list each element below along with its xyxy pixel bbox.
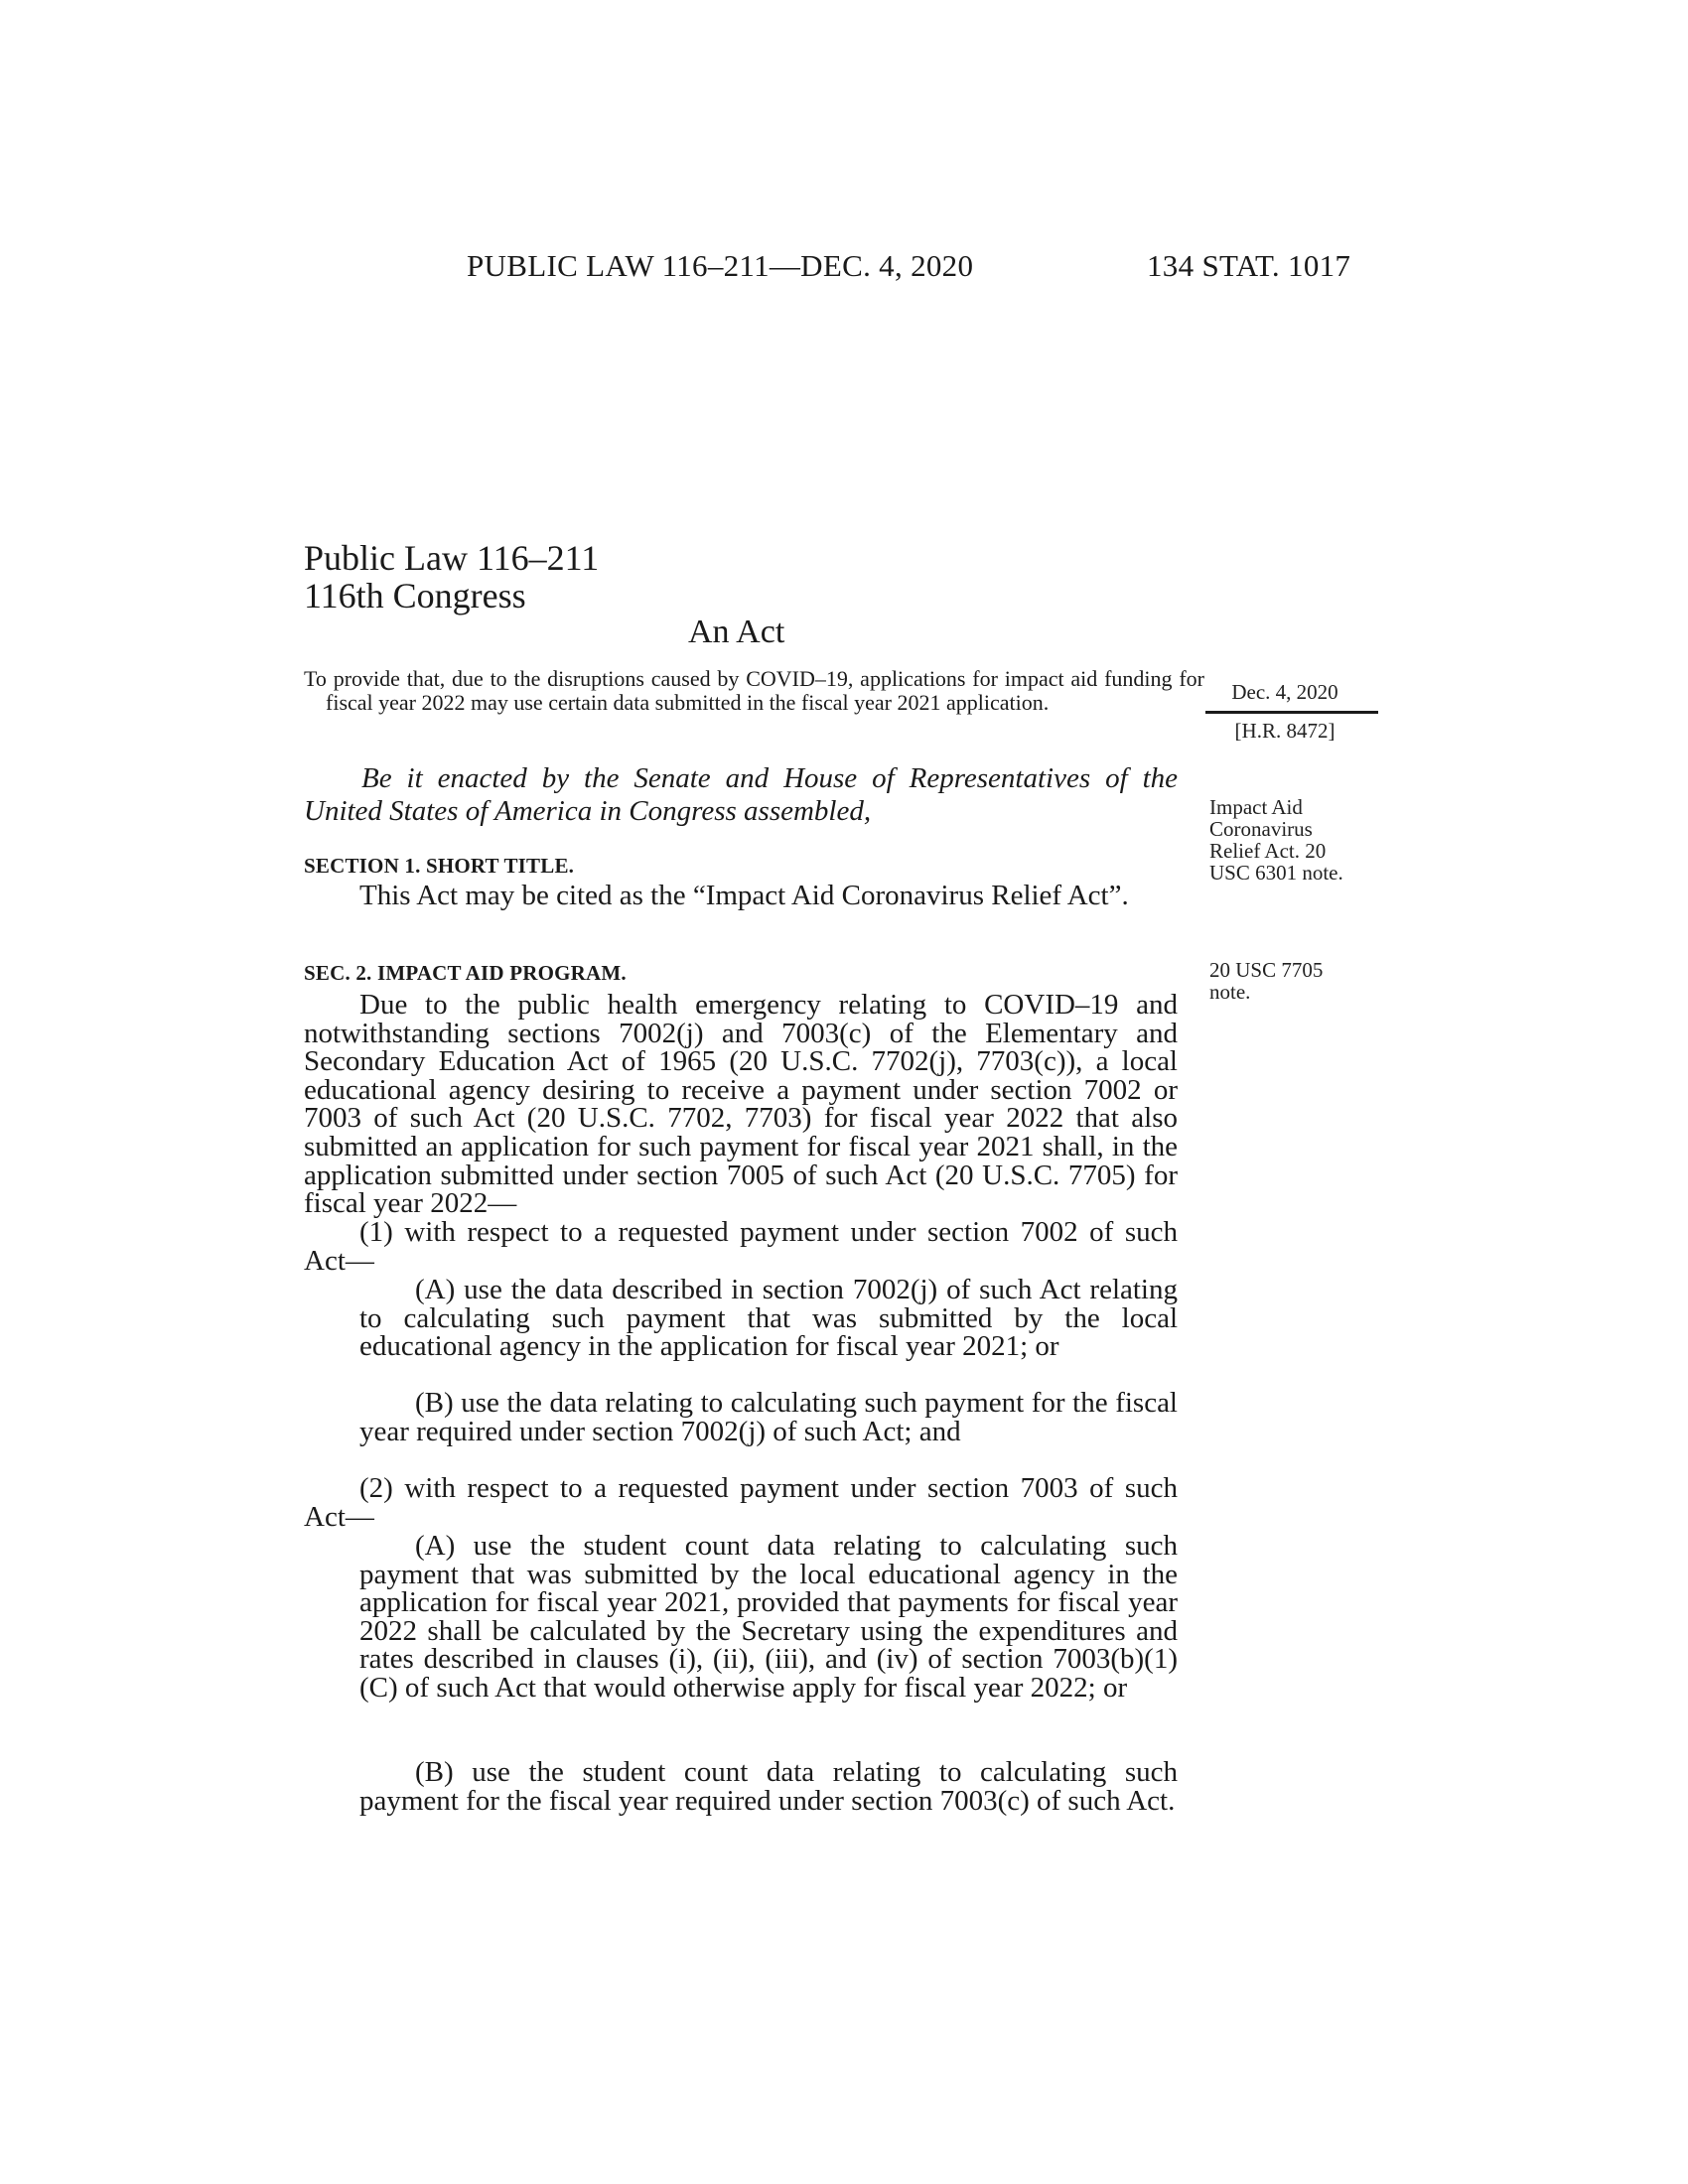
margin-note-short-title: Impact Aid Coronavirus Relief Act. 20 USC 6301 note.: [1209, 795, 1343, 885]
section-1-text: This Act may be cited as the “Impact Aid Coronavirus Relief Act”.: [359, 880, 1129, 911]
paragraph-2: (2) with respect to a requested payment under section 7003 of such Act—: [304, 1472, 1178, 1533]
subparagraph-2b-container: [359, 1756, 1178, 1817]
paragraph-1-text: (1) with respect to a requested payment under section 7002 of such Act—: [304, 1216, 1178, 1277]
subparagraph-2a: (A) use the student count data relating to calculating such payment that was submitted by the local educational agency in the application for fiscal year 2021, provided that payments for fiscal year 2022 shall be calculated by the Secretary using the expenditures and rates described in clauses (i), (ii), (iii), and (iv) of section 7003(b)(1)(C) of such Act that would otherwise apply for fiscal year 2022; or: [359, 1530, 1178, 1704]
margin-bill-number: [H.R. 8472]: [1234, 719, 1336, 743]
section-1-heading: SECTION 1. SHORT TITLE.: [304, 854, 575, 878]
subparagraph-2b: (B) use the student count data relating to calculating such payment for the fiscal year required under section 7003(c) of such Act.: [359, 1756, 1178, 1817]
section-2-text: Due to the public health emergency relating to COVID–19 and notwithstanding sections 7002(j) and 7003(c) of the Elementary and Secondary Education Act of 1965 (20 U.S.C. 7702(j), 7703(c)), a local educational agency desiring to receive a payment under section 7002 or 7003 of such Act (20 U.S.C. 7702, 7703) for fiscal year 2022 that also submitted an application for such payment for fiscal year 2021 shall, in the application submitted under section 7005 of such Act (20 U.S.C. 7705) for fiscal year 2022—: [304, 989, 1178, 1220]
subparagraph-2a-container: [359, 1530, 1178, 1704]
subparagraph-1a-container: [359, 1274, 1178, 1363]
paragraph-1: [304, 1218, 1178, 1275]
section-2-heading: SEC. 2. IMPACT AID PROGRAM.: [304, 961, 627, 985]
paragraph-2-container: [304, 1472, 1178, 1533]
enacting-clause: Be it enacted by the Senate and House of Representatives of the United States of America in Congress assembled,: [304, 762, 1178, 827]
act-heading: An Act: [688, 614, 785, 650]
margin-note-section-2: 20 USC 7705 note.: [1209, 958, 1324, 1004]
subparagraph-1b-container: [359, 1387, 1178, 1447]
margin-date: Dec. 4, 2020: [1231, 680, 1338, 704]
paragraph-1-container: [304, 1216, 1178, 1277]
congress-number: 116th Congress: [304, 576, 526, 615]
act-purpose: To provide that, due to the disruptions caused by COVID–19, applications for impact aid funding for fiscal year 2022 may use certain data submitted in the fiscal year 2021 application.: [304, 666, 1204, 715]
margin-divider: [1205, 711, 1378, 714]
running-header-title: PUBLIC LAW 116–211—DEC. 4, 2020: [467, 248, 974, 283]
page-citation: 134 STAT. 1017: [1147, 248, 1351, 283]
subparagraph-1b: (B) use the data relating to calculating such payment for the fiscal year required under section 7002(j) of such Act; and: [359, 1387, 1178, 1447]
public-law-number: Public Law 116–211: [304, 538, 600, 578]
subparagraph-1a: (A) use the data described in section 7002(j) of such Act relating to calculating such payment that was submitted by the local educational agency in the application for fiscal year 2021; or: [359, 1274, 1178, 1363]
